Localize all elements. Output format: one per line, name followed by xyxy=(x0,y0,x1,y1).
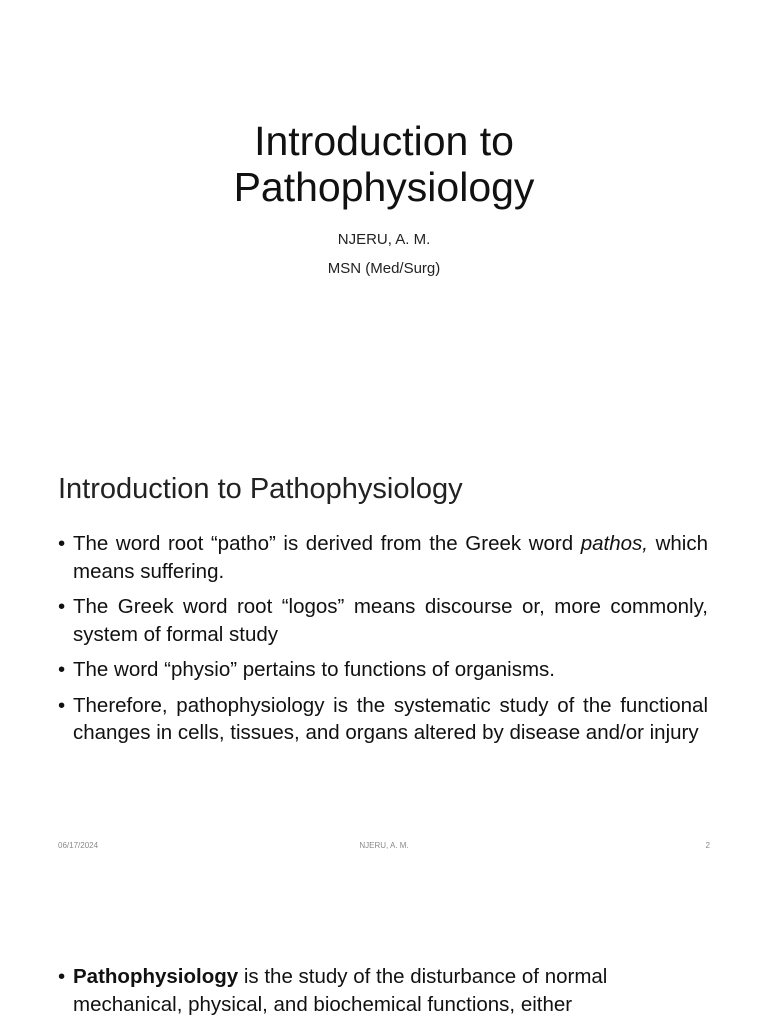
title-line-2: Pathophysiology xyxy=(233,164,535,210)
bullet-icon: • xyxy=(58,658,66,681)
title-line-1: Introduction to xyxy=(254,118,514,164)
bullet-text: Therefore, pathophysiology is the systematic study of the functional changes in cells, tissues, and organs altered by disease and/or injury xyxy=(73,693,708,744)
list-item xyxy=(58,530,708,585)
bullet-icon: • xyxy=(58,693,66,717)
bullet-list xyxy=(58,530,708,755)
bullet-icon: • xyxy=(58,595,66,618)
bullet-list xyxy=(58,963,708,1019)
list-item xyxy=(58,656,708,684)
bullet-text: The word “physio” pertains to functions of organisms. xyxy=(73,658,555,681)
footer-author: NJERU, A. M. xyxy=(359,841,409,850)
footer-page-number: 2 xyxy=(705,841,710,850)
list-item xyxy=(58,692,708,747)
list-item xyxy=(58,963,708,1019)
content-slide xyxy=(0,445,768,865)
footer-date: 06/17/2024 xyxy=(58,841,99,850)
partial-slide xyxy=(0,870,768,1024)
bullet-text: The Greek word root “logos” means discourse or, more commonly, system of formal study xyxy=(73,595,708,646)
bullet-icon: • xyxy=(58,532,66,555)
bullet-bold-term: Pathophysiology xyxy=(73,965,239,988)
presentation-title xyxy=(150,118,618,210)
slide-title: Introduction to Pathophysiology xyxy=(58,473,463,505)
title-slide xyxy=(0,0,768,440)
bullet-italic-term: pathos, xyxy=(580,532,648,555)
author-credential: MSN (Med/Surg) xyxy=(327,260,441,277)
list-item xyxy=(58,593,708,648)
bullet-text: The word root “patho” is derived from the Greek word xyxy=(73,532,581,555)
bullet-icon: • xyxy=(58,965,66,988)
bullet-text-continued: which means suffering. xyxy=(73,532,709,583)
author-name: NJERU, A. M. xyxy=(337,231,431,248)
bullet-text: is the study of the disturbance of normal mechanical, physical, and biochemical functions, either xyxy=(73,965,608,1016)
